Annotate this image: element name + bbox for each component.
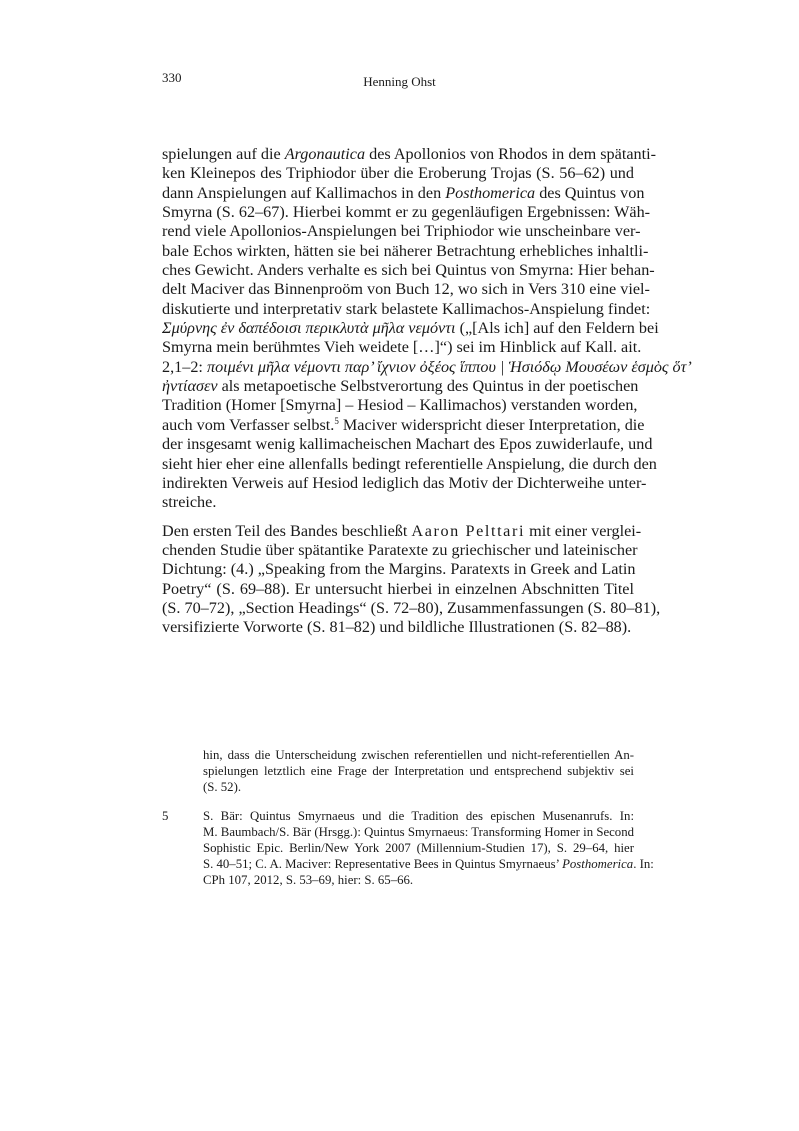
text-segment: (S. 52).: [203, 780, 242, 795]
text-line: [162, 521, 642, 541]
text-line: [162, 396, 638, 415]
text-line: [162, 357, 692, 377]
text-segment: Maciver widerspricht dieser Interpretation, die: [338, 415, 645, 434]
text-segment: bale Echos wirkten, hätten sie bei näherer Betrachtung erhebliches inhaltli-: [162, 241, 649, 260]
text-segment: der insgesamt wenig kallimacheischen Machart des Epos zuwiderlaufe, und: [162, 435, 653, 454]
text-segment: S. 40–51; C. A. Maciver: Representative Bees in Quintus Smyrnaeus’: [203, 857, 563, 872]
text-line: [203, 747, 634, 763]
text-segment: delt Maciver das Binnenproöm von Buch 12, wo sich in Vers 310 eine viel-: [162, 280, 650, 299]
text-line: [203, 808, 634, 824]
page-number: 330: [162, 70, 182, 85]
italic-text: ποιμένι μῆλα νέμοντι παρ’ ἴχνιον ὀξέος ἵππου | Ἡσιόδῳ Μουσέων ἑσμὸς ὅτ’: [206, 357, 692, 376]
text-segment: ches Gewicht. Anders verhalte es sich bei Quintus von Smyrna: Hier behan-: [162, 261, 655, 280]
text-segment: ken Kleinepos des Triphiodor über die Eroberung Trojas (S. 56–62) und: [162, 164, 634, 183]
text-line: [162, 618, 634, 637]
text-line: [162, 222, 641, 241]
footnotes: [162, 747, 654, 901]
text-segment: Tradition (Homer [Smyrna] – Hesiod – Kallimachos) verstanden worden,: [162, 396, 638, 415]
text-segment: („[Als ich] auf den Feldern bei: [455, 319, 659, 338]
main-text: [162, 145, 692, 647]
paragraph: [162, 521, 661, 638]
text-segment: Sophistic Epic. Berlin/New York 2007 (Millennium-Studien 17), S. 29–64, hier: [203, 840, 634, 855]
text-segment: M. Baumbach/S. Bär (Hrsgg.): Quintus Smyrnaeus: Transforming Homer in Second: [203, 824, 634, 839]
text-segment: sieht hier eher eine allenfalls bedingt referentielle Anspielung, die durch den: [162, 454, 657, 473]
text-segment: spielungen auf die: [162, 145, 285, 163]
italic-text: Argonautica: [284, 145, 366, 163]
text-segment: 2,1–2:: [162, 357, 207, 376]
footnote: [162, 808, 654, 889]
text-segment: hin, dass die Unterscheidung zwischen referentiellen und nicht-referentiellen An-: [203, 748, 634, 762]
author-name: Aaron Pelttari: [411, 521, 526, 540]
text-segment: Poetry“ (S. 69–88). Er untersucht hierbei in einzelnen Abschnitten Titel: [162, 579, 634, 598]
italic-text: Posthomerica: [562, 857, 634, 872]
text-segment: Smyrna (S. 62–67). Hierbei kommt er zu gegenläufigen Ergebnissen: Wäh-: [162, 203, 651, 222]
text-segment: . In:: [633, 857, 654, 872]
footnote: [162, 747, 634, 796]
text-line: [203, 779, 634, 795]
text-segment: mit einer verglei-: [525, 521, 642, 540]
text-segment: rend viele Apollonios-Anspielungen bei Triphiodor wie unscheinbare ver-: [162, 222, 641, 241]
text-line: [162, 338, 642, 357]
text-segment: diskutierte und interpretativ stark belastete Kallimachos-Anspielung findet:: [162, 299, 651, 318]
text-line: [162, 435, 653, 454]
text-line: [162, 241, 649, 261]
text-line: [203, 872, 634, 888]
text-segment: als metapoetische Selbstverortung des Quintus in der poetischen: [217, 377, 639, 396]
text-segment: spielungen letztlich eine Frage der Interpretation und entsprechend subjektiv sei: [203, 764, 634, 779]
text-segment: versifizierte Vorworte (S. 81–82) und bildliche Illustrationen (S. 82–88).: [162, 618, 632, 637]
text-segment: dann Anspielungen auf Kallimachos in den: [162, 183, 446, 202]
text-line: [162, 261, 655, 280]
text-line: [162, 580, 634, 599]
text-line: [162, 280, 650, 299]
text-segment: streiche.: [162, 493, 217, 512]
paragraph: [162, 145, 692, 513]
text-line: [162, 454, 657, 474]
text-segment: CPh 107, 2012, S. 53–69, hier: S. 65–66.: [203, 873, 414, 888]
text-line: [162, 540, 638, 560]
italic-text: ἠντίασεν: [162, 377, 218, 396]
text-line: [162, 319, 659, 338]
text-line: [162, 164, 634, 183]
text-segment: Smyrna mein berühmtes Vieh weidete […]“) sei im Hinblick auf Kall. ait.: [162, 338, 642, 357]
text-segment: des Apollonios von Rhodos in dem spätanti-: [365, 145, 656, 163]
text-line: [162, 299, 651, 319]
italic-text: Posthomerica: [445, 183, 536, 202]
text-segment: (S. 70–72), „Section Headings“ (S. 72–80), Zusammenfassungen (S. 80–81),: [162, 598, 661, 617]
text-line: [162, 183, 645, 203]
text-segment: Den ersten Teil des Bandes beschließt: [162, 521, 412, 540]
text-segment: Dichtung: (4.) „Speaking from the Margins. Paratexts in Greek and Latin: [162, 560, 636, 579]
text-line: [203, 763, 634, 779]
text-line: [162, 415, 645, 435]
text-line: [162, 493, 634, 512]
text-line: [162, 473, 647, 493]
text-line: [162, 377, 639, 396]
text-line: [162, 598, 661, 618]
text-line: [203, 856, 654, 872]
text-segment: chenden Studie über spätantike Paratexte zu griechischer und lateinischer: [162, 540, 638, 559]
text-segment: indirekten Verweis auf Hesiod lediglich das Motiv der Dichterweihe unter-: [162, 473, 647, 492]
text-line: [203, 840, 634, 856]
text-line: [162, 145, 656, 164]
text-segment: des Quintus von: [535, 183, 645, 202]
text-line: [162, 560, 634, 579]
running-head: Henning Ohst: [363, 74, 436, 89]
text-line: [162, 203, 651, 222]
text-line: [203, 824, 634, 840]
text-segment: S. Bär: Quintus Smyrnaeus und die Tradition des epischen Musenanrufs. In:: [203, 808, 634, 823]
footnote-number: 5: [162, 808, 169, 823]
footnote-reference: 5: [334, 415, 339, 426]
text-segment: auch vom Verfasser selbst.: [162, 415, 335, 434]
italic-text: Σμύρνης ἐν δαπέδοισι περικλυτὰ μῆλα νεμόντι: [162, 319, 456, 338]
